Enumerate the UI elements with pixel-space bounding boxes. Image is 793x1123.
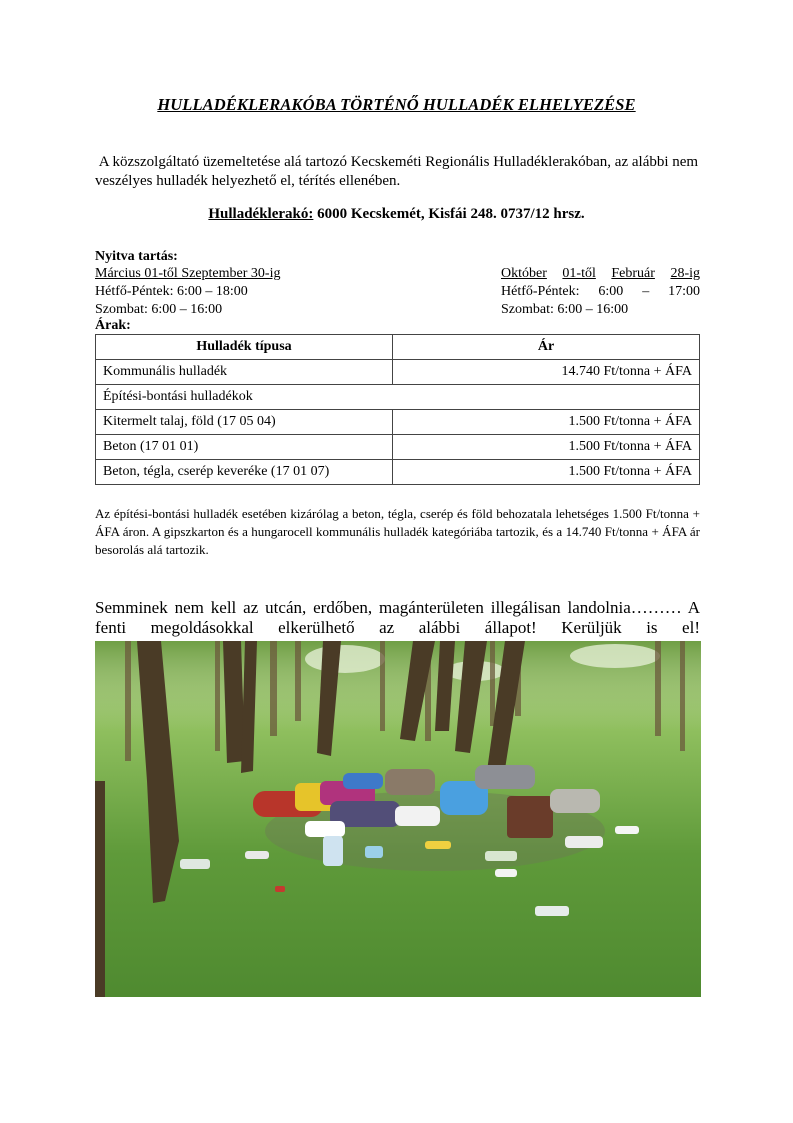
intro-text: A közszolgáltató üzemeltetése alá tartozó Kecskeméti Regionális Hulladéklerakóban, az alábbi nem veszélyes hulladék helyezhető el, térítés ellenében. xyxy=(95,154,699,189)
waste-type-cell: Kommunális hulladék xyxy=(96,360,393,385)
table-row xyxy=(96,360,700,385)
winter-weekdays xyxy=(501,283,700,301)
column-header-type: Hulladék típusa xyxy=(96,335,393,360)
table-row xyxy=(96,460,700,485)
winter-hours xyxy=(501,265,700,319)
winter-weekdays-part: Hétfő-Péntek: xyxy=(501,284,580,299)
table-row xyxy=(96,410,700,435)
winter-period xyxy=(501,265,700,283)
waste-type-cell: Beton (17 01 01) xyxy=(96,435,393,460)
price-cell: 1.500 Ft/tonna + ÁFA xyxy=(393,435,700,460)
opening-hours-heading: Nyitva tartás: xyxy=(95,249,178,264)
winter-weekdays-part: – xyxy=(642,284,650,299)
winter-period-part: 28-ig xyxy=(670,266,700,281)
waste-type-cell: Kitermelt talaj, föld (17 05 04) xyxy=(96,410,393,435)
summer-hours xyxy=(95,265,280,319)
price-cell: 1.500 Ft/tonna + ÁFA xyxy=(393,410,700,435)
table-header-row xyxy=(96,335,700,360)
slogan-paragraph: Semminek nem kell az utcán, erdőben, magánterületen illegálisan landolnia……… A fenti megoldásokkal elkerülhető az alábbi állapot! Kerüljük is el! xyxy=(95,598,700,637)
waste-type-cell: Beton, tégla, cserép keveréke (17 01 07) xyxy=(96,460,393,485)
price-table xyxy=(95,334,700,485)
table-row xyxy=(96,385,700,410)
address-label: Hulladéklerakó: xyxy=(208,206,314,222)
winter-period-part: Október xyxy=(501,266,547,281)
construction-waste-note: Az építési-bontási hulladék esetében kizárólag a beton, tégla, cserép és föld behozatala lehetséges 1.500 Ft/tonna + ÁFA áron. A gipszkarton és a hungarocell kommunális hulladék kategóriába tartozik, és a 14.740 Ft/tonna + ÁFA ár besorolás alá tartozik. xyxy=(95,506,700,557)
summer-weekdays: Hétfő-Péntek: 6:00 – 18:00 xyxy=(95,284,248,299)
winter-weekdays-part: 17:00 xyxy=(668,284,700,299)
address-line xyxy=(0,206,793,223)
price-cell: 1.500 Ft/tonna + ÁFA xyxy=(393,460,700,485)
intro-paragraph xyxy=(95,153,701,191)
winter-period-part: Február xyxy=(611,266,655,281)
prices-heading: Árak: xyxy=(95,318,131,333)
waste-category-cell: Építési-bontási hulladékok xyxy=(96,385,700,410)
winter-weekdays-part: 6:00 xyxy=(598,284,624,299)
illegal-dump-forest-photo xyxy=(95,641,701,997)
column-header-price: Ár xyxy=(393,335,700,360)
page-title: HULLADÉKLERAKÓBA TÖRTÉNŐ HULLADÉK ELHELYEZÉSE xyxy=(157,95,636,114)
address-value: 6000 Kecskemét, Kisfái 248. 0737/12 hrsz. xyxy=(313,206,585,222)
price-cell: 14.740 Ft/tonna + ÁFA xyxy=(393,360,700,385)
summer-period: Március 01-től Szeptember 30-ig xyxy=(95,266,281,281)
table-row xyxy=(96,435,700,460)
winter-period-part: 01-től xyxy=(562,266,596,281)
winter-saturday: Szombat: 6:00 – 16:00 xyxy=(501,302,629,317)
summer-saturday: Szombat: 6:00 – 16:00 xyxy=(95,302,223,317)
